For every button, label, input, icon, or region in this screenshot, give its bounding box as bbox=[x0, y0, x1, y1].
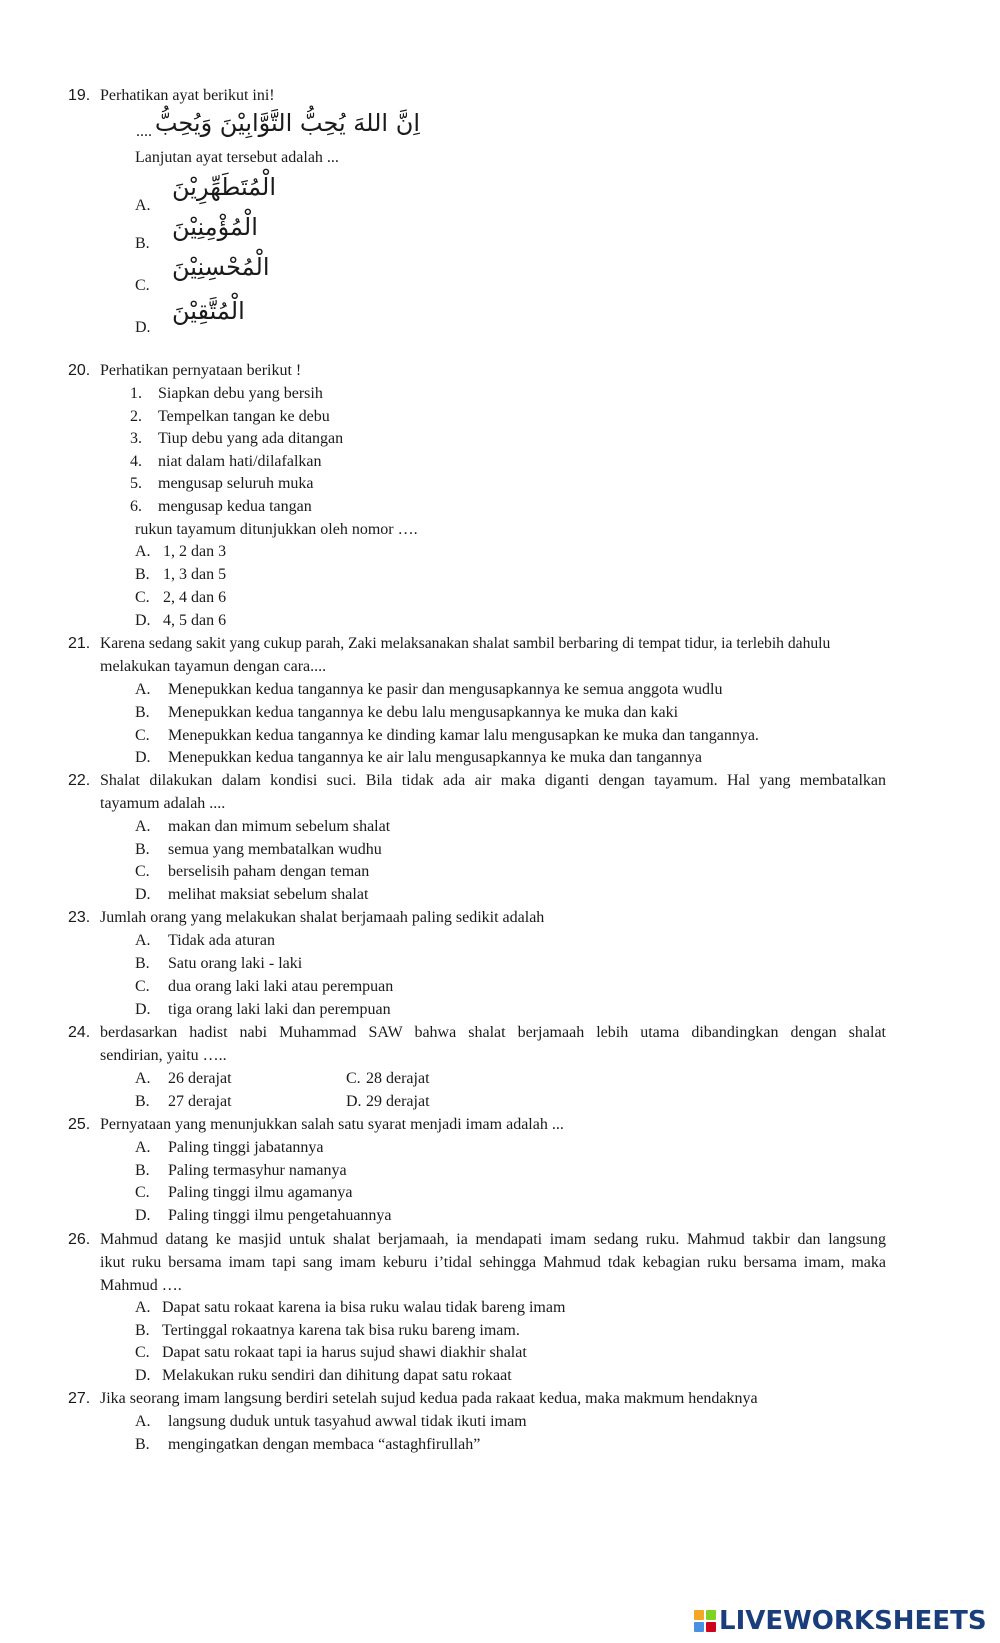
option-d[interactable]: 29 derajat bbox=[366, 1093, 430, 1110]
option-b[interactable]: mengingatkan dengan membaca “astaghfirullah” bbox=[168, 1436, 481, 1453]
question-text: Pernyataan yang menunjukkan salah satu syarat menjadi imam adalah ... bbox=[100, 1116, 564, 1133]
question-prompt: rukun tayamum ditunjukkan oleh nomor …. bbox=[135, 521, 418, 538]
option-c[interactable]: 2, 4 dan 6 bbox=[163, 589, 227, 606]
option-a[interactable]: Tidak ada aturan bbox=[168, 932, 275, 949]
option-a[interactable]: langsung duduk untuk tasyahud awwal tidak ikuti imam bbox=[168, 1413, 527, 1430]
option-letter: C. bbox=[135, 277, 150, 294]
option-letter: D. bbox=[135, 612, 151, 629]
option-letter: A. bbox=[135, 1299, 151, 1316]
question-text: berdasarkan hadist nabi Muhammad SAW bahwa shalat berjamaah lebih utama dibandingkan dengan shalat bbox=[100, 1024, 886, 1041]
option-letter: A. bbox=[135, 1070, 151, 1087]
option-a[interactable]: Menepukkan kedua tangannya ke pasir dan mengusapkannya ke semua anggota wudlu bbox=[168, 681, 723, 698]
list-item: Siapkan debu yang bersih bbox=[158, 385, 323, 402]
option-d[interactable]: Paling tinggi ilmu pengetahuannya bbox=[168, 1207, 392, 1224]
option-a[interactable]: 26 derajat bbox=[168, 1070, 232, 1087]
option-c[interactable]: Menepukkan kedua tangannya ke dinding kamar lalu mengusapkan ke muka dan tangannya. bbox=[168, 727, 759, 744]
option-letter: D. bbox=[135, 1367, 151, 1384]
option-d[interactable]: tiga orang laki laki dan perempuan bbox=[168, 1001, 391, 1018]
option-letter: C. bbox=[135, 863, 150, 880]
list-item-number: 4. bbox=[130, 453, 142, 470]
option-b[interactable]: Tertinggal rokaatnya karena tak bisa ruku bareng imam. bbox=[162, 1322, 520, 1339]
list-item: mengusap kedua tangan bbox=[158, 498, 312, 515]
question-number: 22. bbox=[68, 772, 91, 789]
option-letter: C. bbox=[135, 727, 150, 744]
option-a[interactable]: makan dan mimum sebelum shalat bbox=[168, 818, 391, 835]
option-a[interactable]: 1, 2 dan 3 bbox=[163, 543, 227, 560]
list-item-number: 6. bbox=[130, 498, 142, 515]
option-letter: D. bbox=[135, 319, 151, 336]
question-number: 23. bbox=[68, 909, 91, 926]
option-letter: D. bbox=[135, 886, 151, 903]
option-c[interactable]: Paling tinggi ilmu agamanya bbox=[168, 1184, 353, 1201]
option-a-arabic[interactable]: الْمُتَطَهِّرِيْنَ bbox=[172, 173, 277, 201]
liveworksheets-logo[interactable] bbox=[694, 1606, 987, 1636]
option-b[interactable]: Satu orang laki - laki bbox=[168, 955, 303, 972]
question-number: 21. bbox=[68, 635, 91, 652]
option-c[interactable]: berselisih paham dengan teman bbox=[168, 863, 370, 880]
question-prompt: Lanjutan ayat tersebut adalah ... bbox=[135, 149, 339, 166]
question-number: 24. bbox=[68, 1024, 91, 1041]
option-b[interactable]: 1, 3 dan 5 bbox=[163, 566, 227, 583]
option-letter: A. bbox=[135, 197, 151, 214]
option-letter: B. bbox=[135, 841, 150, 858]
option-letter: C. bbox=[135, 589, 150, 606]
list-item: Tempelkan tangan ke debu bbox=[158, 408, 330, 425]
option-d[interactable]: 4, 5 dan 6 bbox=[163, 612, 227, 629]
question-text: sendirian, yaitu ….. bbox=[100, 1047, 227, 1064]
option-c[interactable]: 28 derajat bbox=[366, 1070, 430, 1087]
option-letter: B. bbox=[135, 955, 150, 972]
option-letter: D. bbox=[135, 749, 151, 766]
list-item-number: 3. bbox=[130, 430, 142, 447]
option-letter: C. bbox=[135, 1344, 150, 1361]
option-b[interactable]: Menepukkan kedua tangannya ke debu lalu mengusapkannya ke muka dan kaki bbox=[168, 704, 679, 721]
option-letter: B. bbox=[135, 235, 150, 252]
option-letter: D. bbox=[346, 1093, 362, 1110]
question-text: Shalat dilakukan dalam kondisi suci. Bila tidak ada air maka diganti dengan tayamum. Hal yang membatalkan bbox=[100, 772, 886, 789]
option-a[interactable]: Dapat satu rokaat karena ia bisa ruku walau tidak bareng imam bbox=[162, 1299, 566, 1316]
option-letter: D. bbox=[135, 1207, 151, 1224]
option-letter: C. bbox=[135, 1184, 150, 1201]
list-item: niat dalam hati/dilafalkan bbox=[158, 453, 322, 470]
question-text: Mahmud datang ke masjid untuk shalat berjamaah, ia mendapati imam sedang ruku. Mahmud takbir dan langsung bbox=[100, 1231, 886, 1248]
question-text: melakukan tayamun dengan cara.... bbox=[100, 658, 327, 675]
question-text: Jika seorang imam langsung berdiri setelah sujud kedua pada rakaat kedua, maka makmum hendaknya bbox=[100, 1390, 758, 1407]
question-text: Mahmud …. bbox=[100, 1277, 182, 1294]
arabic-verse: اِنَّ اللهَ يُحِبُّ التَّوَّابِيْنَ وَيُحِبُّ bbox=[154, 109, 420, 137]
question-number: 20. bbox=[68, 362, 91, 379]
option-d-arabic[interactable]: الْمُتَّقِيْنَ bbox=[172, 297, 245, 325]
option-letter: A. bbox=[135, 1139, 151, 1156]
option-d[interactable]: melihat maksiat sebelum shalat bbox=[168, 886, 369, 903]
option-letter: B. bbox=[135, 1436, 150, 1453]
option-b-arabic[interactable]: الْمُؤْمِنِيْنَ bbox=[172, 213, 258, 241]
question-number: 25. bbox=[68, 1116, 91, 1133]
brand-name: LIVEWORKSHEETS bbox=[719, 1606, 987, 1636]
option-letter: A. bbox=[135, 818, 151, 835]
option-d[interactable]: Menepukkan kedua tangannya ke air lalu mengusapkannya ke muka dan tangannya bbox=[168, 749, 703, 766]
option-c[interactable]: dua orang laki laki atau perempuan bbox=[168, 978, 394, 995]
question-text: Jumlah orang yang melakukan shalat berjamaah paling sedikit adalah bbox=[100, 909, 545, 926]
option-letter: B. bbox=[135, 566, 150, 583]
option-letter: C. bbox=[346, 1070, 361, 1087]
question-number: 27. bbox=[68, 1390, 91, 1407]
option-letter: A. bbox=[135, 932, 151, 949]
list-item: Tiup debu yang ada ditangan bbox=[158, 430, 344, 447]
option-letter: A. bbox=[135, 1413, 151, 1430]
question-number: 26. bbox=[68, 1231, 91, 1248]
option-letter: B. bbox=[135, 704, 150, 721]
option-b[interactable]: 27 derajat bbox=[168, 1093, 232, 1110]
liveworksheets-logo-icon bbox=[694, 1610, 716, 1632]
option-c[interactable]: Dapat satu rokaat tapi ia harus sujud shawi diakhir shalat bbox=[162, 1344, 527, 1361]
option-letter: B. bbox=[135, 1322, 150, 1339]
question-text: Perhatikan pernyataan berikut ! bbox=[100, 362, 302, 379]
option-b[interactable]: semua yang membatalkan wudhu bbox=[168, 841, 382, 858]
option-letter: A. bbox=[135, 681, 151, 698]
option-d[interactable]: Melakukan ruku sendiri dan dihitung dapat satu rokaat bbox=[162, 1367, 512, 1384]
option-letter: C. bbox=[135, 978, 150, 995]
question-text: ikut ruku bersama imam tapi sang imam keburu i’tidal sehingga Mahmud tdak kebagian ruku bersama imam, maka bbox=[100, 1254, 886, 1271]
option-b[interactable]: Paling termasyhur namanya bbox=[168, 1162, 347, 1179]
option-a[interactable]: Paling tinggi jabatannya bbox=[168, 1139, 324, 1156]
option-letter: D. bbox=[135, 1001, 151, 1018]
question-number: 19. bbox=[68, 87, 91, 104]
option-letter: A. bbox=[135, 543, 151, 560]
list-item: mengusap seluruh muka bbox=[158, 475, 314, 492]
list-item-number: 2. bbox=[130, 408, 142, 425]
question-text: Perhatikan ayat berikut ini! bbox=[100, 87, 275, 104]
option-letter: B. bbox=[135, 1093, 150, 1110]
ellipsis: .... bbox=[136, 123, 152, 140]
list-item-number: 1. bbox=[130, 385, 142, 402]
option-letter: B. bbox=[135, 1162, 150, 1179]
question-text: Karena sedang sakit yang cukup parah, Zaki melaksanakan shalat sambil berbaring di tempat tidur, ia terlebih dahulu bbox=[100, 635, 831, 652]
option-c-arabic[interactable]: الْمُحْسِنِيْنَ bbox=[172, 253, 270, 281]
question-text: tayamum adalah .... bbox=[100, 795, 226, 812]
list-item-number: 5. bbox=[130, 475, 142, 492]
